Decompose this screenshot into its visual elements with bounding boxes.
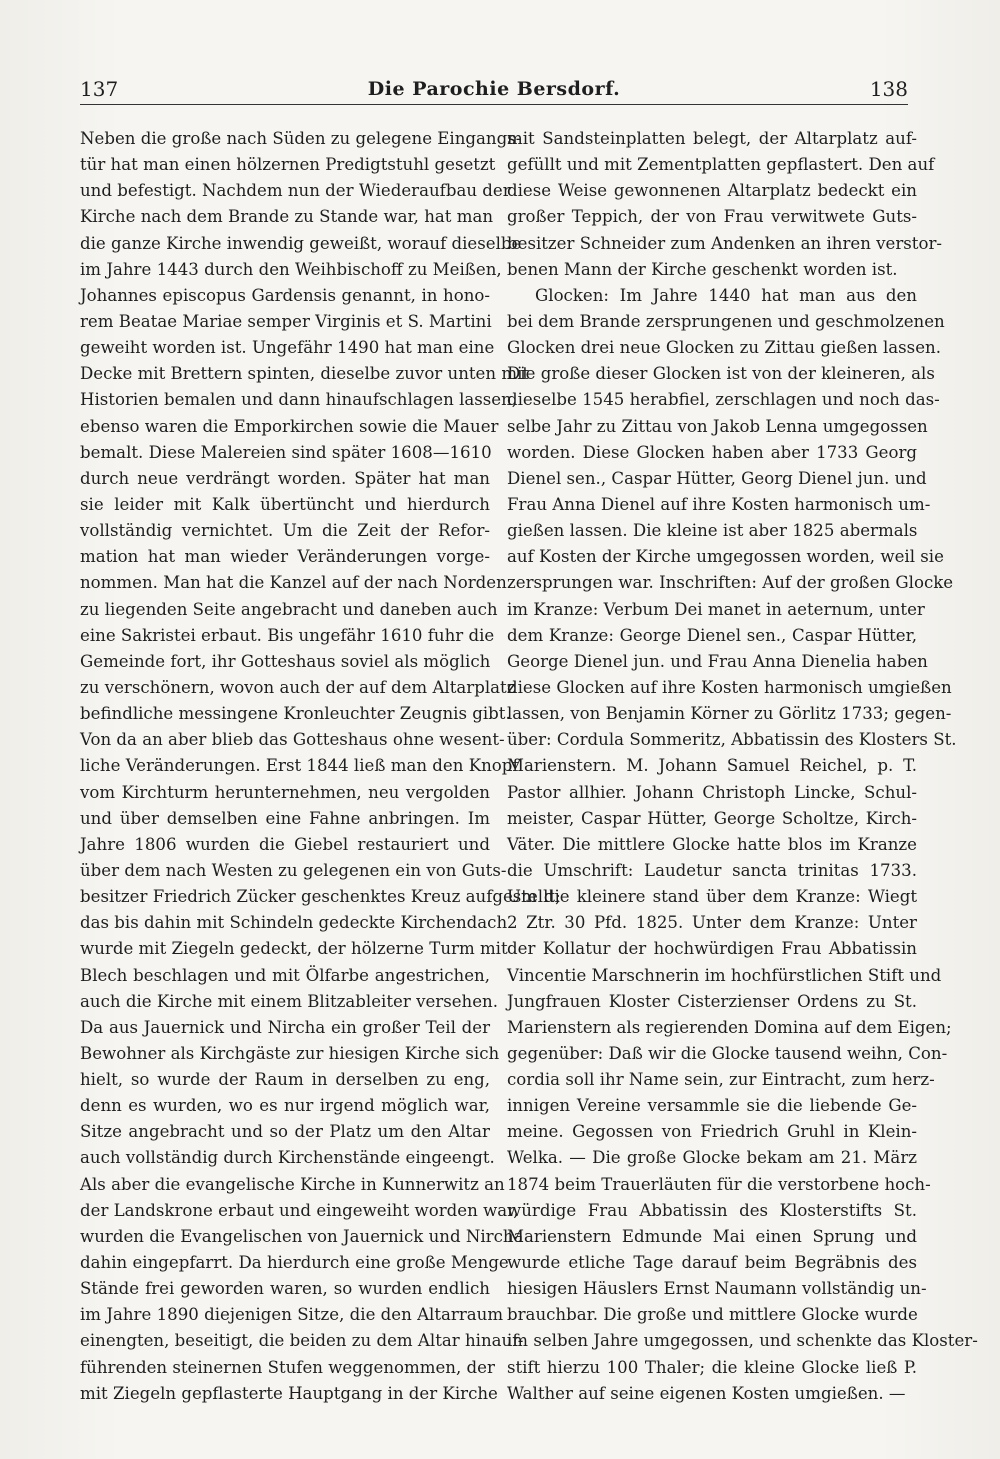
page-number-left: 137	[80, 77, 119, 101]
text-line: Väter. Die mittlere Glocke hatte blos im Kranze	[507, 834, 917, 854]
text-line: sie leider mit Kalk übertüncht und hierdurch	[80, 494, 490, 514]
text-line: wurde mit Ziegeln gedeckt, der hölzerne Turm mit	[80, 939, 508, 959]
text-line: benen Mann der Kirche geschenkt worden ist.	[507, 259, 898, 279]
text-line: innigen Vereine versammle sie die liebende Ge-	[507, 1096, 917, 1116]
left-text-column	[80, 126, 561, 1407]
text-line: Welka. — Die große Glocke bekam am 21. März	[507, 1148, 917, 1168]
text-line: auch vollständig durch Kirchenstände eingeengt.	[80, 1148, 495, 1168]
text-line: hielt, so wurde der Raum in derselben zu eng,	[80, 1070, 490, 1090]
text-line: diese Weise gewonnenen Altarplatz bedeckt ein	[507, 181, 917, 201]
text-line: Von da an aber blieb das Gotteshaus ohne wesent-	[80, 730, 505, 750]
text-line: besitzer Schneider zum Andenken an ihren verstor-	[507, 233, 942, 253]
text-line: bemalt. Diese Malereien sind später 1608—1610	[80, 442, 492, 462]
text-line: Frau Anna Dienel auf ihre Kosten harmonisch um-	[507, 494, 931, 514]
text-line: ebenso waren die Emporkirchen sowie die Mauer	[80, 416, 499, 436]
text-line: im Jahre 1890 diejenigen Sitze, die den Altarraum	[80, 1305, 504, 1325]
text-line: Sitze angebracht und so der Platz um den Altar	[80, 1122, 490, 1142]
text-line: eine Sakristei erbaut. Bis ungefähr 1610 fuhr die	[80, 625, 495, 645]
text-line: nommen. Man hat die Kanzel auf der nach Norden	[80, 573, 507, 593]
text-line: meine. Gegossen von Friedrich Gruhl in Klein-	[507, 1122, 917, 1142]
text-line: der Landskrone erbaut und eingeweiht worden war,	[80, 1200, 519, 1220]
text-line: gegenüber: Daß wir die Glocke tausend weihn, Con-	[507, 1043, 948, 1063]
text-line: zu verschönern, wovon auch der auf dem Altarplatz	[80, 677, 516, 697]
text-line: das bis dahin mit Schindeln gedeckte Kirchendach	[80, 913, 508, 933]
text-line: rem Beatae Mariae semper Virginis et S. Martini	[80, 311, 492, 331]
page-header	[80, 74, 908, 104]
text-line: im Jahre 1443 durch den Weihbischoff zu Meißen,	[80, 259, 502, 279]
text-line: mit Sandsteinplatten belegt, der Altarplatz auf-	[507, 129, 917, 148]
text-line: die Umschrift: Laudetur sancta trinitas 1733.	[507, 860, 917, 880]
text-line: durch neue verdrängt worden. Später hat man	[80, 468, 490, 488]
text-line: George Dienel jun. und Frau Anna Dienelia haben	[507, 651, 928, 671]
text-line: Historien bemalen und dann hinaufschlagen lassen,	[80, 390, 518, 410]
text-line: brauchbar. Die große und mittlere Glocke wurde	[507, 1305, 918, 1325]
text-line: denn es wurden, wo es nur irgend möglich war,	[80, 1096, 490, 1116]
text-line: bei dem Brande zersprungenen und geschmolzenen	[507, 311, 945, 331]
text-line: und über demselben eine Fahne anbringen. Im	[80, 808, 490, 828]
text-line: Glocken: Im Jahre 1440 hat man aus den	[535, 285, 917, 305]
text-line: Da aus Jauernick und Nircha ein großer Teil der	[80, 1017, 490, 1037]
text-line: mit Ziegeln gepflasterte Hauptgang in der Kirche	[80, 1383, 498, 1403]
text-line: Stände frei geworden waren, so wurden endlich	[80, 1279, 490, 1299]
text-line: lassen, von Benjamin Körner zu Görlitz 1733; gegen-	[507, 704, 952, 724]
text-line: stift hierzu 100 Thaler; die kleine Glocke ließ P.	[507, 1357, 917, 1377]
text-line: würdige Frau Abbatissin des Klosterstifts St.	[507, 1200, 917, 1220]
text-line: gießen lassen. Die kleine ist aber 1825 abermals	[507, 521, 918, 541]
text-line: cordia soll ihr Name sein, zur Eintracht, zum herz-	[507, 1070, 935, 1090]
text-line: über: Cordula Sommeritz, Abbatissin des Klosters St.	[507, 730, 957, 750]
text-line: Pastor allhier. Johann Christoph Lincke, Schul-	[507, 782, 917, 802]
text-line: Johannes episcopus Gardensis genannt, in hono-	[80, 285, 490, 305]
text-line: 2 Ztr. 30 Pfd. 1825. Unter dem Kranze: Unter	[507, 913, 917, 933]
text-line: Neben die große nach Süden zu gelegene Eingangs-	[80, 129, 522, 148]
running-title: Die Parochie Bersdorf.	[367, 78, 621, 100]
text-line: worden. Diese Glocken haben aber 1733 Georg	[507, 442, 917, 462]
text-line: Vincentie Marschnerin im hochfürstlichen Stift und	[507, 965, 942, 985]
text-line: meister, Caspar Hütter, George Scholtze, Kirch-	[507, 808, 917, 828]
text-line: im Kranze: Verbum Dei manet in aeternum, unter	[507, 599, 925, 619]
text-line: Kirche nach dem Brande zu Stande war, hat man	[80, 207, 494, 227]
text-line: Um die kleinere stand über dem Kranze: Wiegt	[507, 887, 917, 907]
text-line: über dem nach Westen zu gelegenen ein von Guts-	[80, 860, 507, 880]
header-rule	[80, 104, 908, 105]
text-line: befindliche messingene Kronleuchter Zeugnis gibt.	[80, 704, 511, 724]
text-line: tür hat man einen hölzernen Predigtstuhl gesetzt	[80, 155, 496, 175]
text-line: dieselbe 1545 herabfiel, zerschlagen und noch das-	[507, 390, 940, 410]
text-line: zu liegenden Seite angebracht und daneben auch	[80, 599, 498, 619]
text-line: auf Kosten der Kirche umgegossen worden, weil sie	[507, 547, 944, 567]
text-line: dem Kranze: George Dienel sen., Caspar Hütter,	[507, 625, 917, 645]
text-line: der Kollatur der hochwürdigen Frau Abbatissin	[507, 939, 917, 959]
right-text-column	[507, 126, 978, 1407]
text-line: Jahre 1806 wurden die Giebel restauriert und	[80, 834, 490, 854]
page-number-right: 138	[869, 77, 908, 101]
text-line: großer Teppich, der von Frau verwitwete Guts-	[507, 207, 917, 227]
text-line: Jungfrauen Kloster Cisterzienser Ordens zu St.	[507, 991, 917, 1011]
text-line: auch die Kirche mit einem Blitzableiter versehen.	[80, 991, 498, 1011]
text-line: führenden steinernen Stufen weggenommen, der	[80, 1357, 495, 1377]
text-line: selbe Jahr zu Zittau von Jakob Lenna umgegossen	[507, 416, 928, 436]
text-line: hiesigen Häuslers Ernst Naumann vollständig un-	[507, 1279, 927, 1299]
text-line: Decke mit Brettern spinten, dieselbe zuvor unten mit	[80, 364, 530, 384]
text-line: Die große dieser Glocken ist von der kleineren, als	[507, 364, 935, 384]
text-line: im selben Jahre umgegossen, und schenkte das Kloster-	[507, 1331, 978, 1351]
text-line: die ganze Kirche inwendig geweißt, worauf dieselbe	[80, 233, 522, 253]
text-line: Walther auf seine eigenen Kosten umgießen. —	[507, 1383, 906, 1403]
text-line: vom Kirchturm herunternehmen, neu vergolden	[80, 782, 490, 802]
text-line: vollständig vernichtet. Um die Zeit der Refor-	[80, 521, 490, 541]
text-line: Als aber die evangelische Kirche in Kunnerwitz an	[80, 1174, 505, 1194]
text-line: einengten, beseitigt, die beiden zu dem Altar hinauf-	[80, 1331, 524, 1351]
text-line: geweiht worden ist. Ungefähr 1490 hat man eine	[80, 338, 495, 358]
text-line: wurden die Evangelischen von Jauernick und Nircha	[80, 1226, 524, 1246]
text-line: wurde etliche Tage darauf beim Begräbnis des	[507, 1253, 917, 1273]
text-line: diese Glocken auf ihre Kosten harmonisch umgießen	[507, 677, 952, 697]
text-line: Bewohner als Kirchgäste zur hiesigen Kirche sich	[80, 1043, 500, 1063]
text-line: Gemeinde fort, ihr Gotteshaus soviel als möglich	[80, 651, 491, 671]
text-line: und befestigt. Nachdem nun der Wiederaufbau der	[80, 181, 511, 201]
text-line: 1874 beim Trauerläuten für die verstorbene hoch-	[507, 1174, 931, 1194]
text-line: Marienstern Edmunde Mai einen Sprung und	[507, 1226, 917, 1246]
text-line: gefüllt und mit Zementplatten gepflastert. Den auf	[507, 155, 935, 175]
text-line: Blech beschlagen und mit Ölfarbe angestrichen,	[80, 965, 490, 985]
text-line: Marienstern. M. Johann Samuel Reichel, p. T.	[507, 756, 917, 776]
text-line: Marienstern als regierenden Domina auf dem Eigen;	[507, 1017, 952, 1037]
text-line: zersprungen war. Inschriften: Auf der großen Glocke	[507, 573, 954, 593]
text-line: mation hat man wieder Veränderungen vorge-	[80, 547, 490, 567]
text-line: liche Veränderungen. Erst 1844 ließ man den Knopf	[80, 756, 519, 776]
text-line: Dienel sen., Caspar Hütter, Georg Dienel jun. und	[507, 468, 927, 488]
text-line: dahin eingepfarrt. Da hierdurch eine große Menge	[80, 1253, 509, 1273]
text-line: Glocken drei neue Glocken zu Zittau gießen lassen.	[507, 338, 941, 358]
text-line: besitzer Friedrich Zücker geschenktes Kreuz aufgestellt;	[80, 887, 561, 907]
